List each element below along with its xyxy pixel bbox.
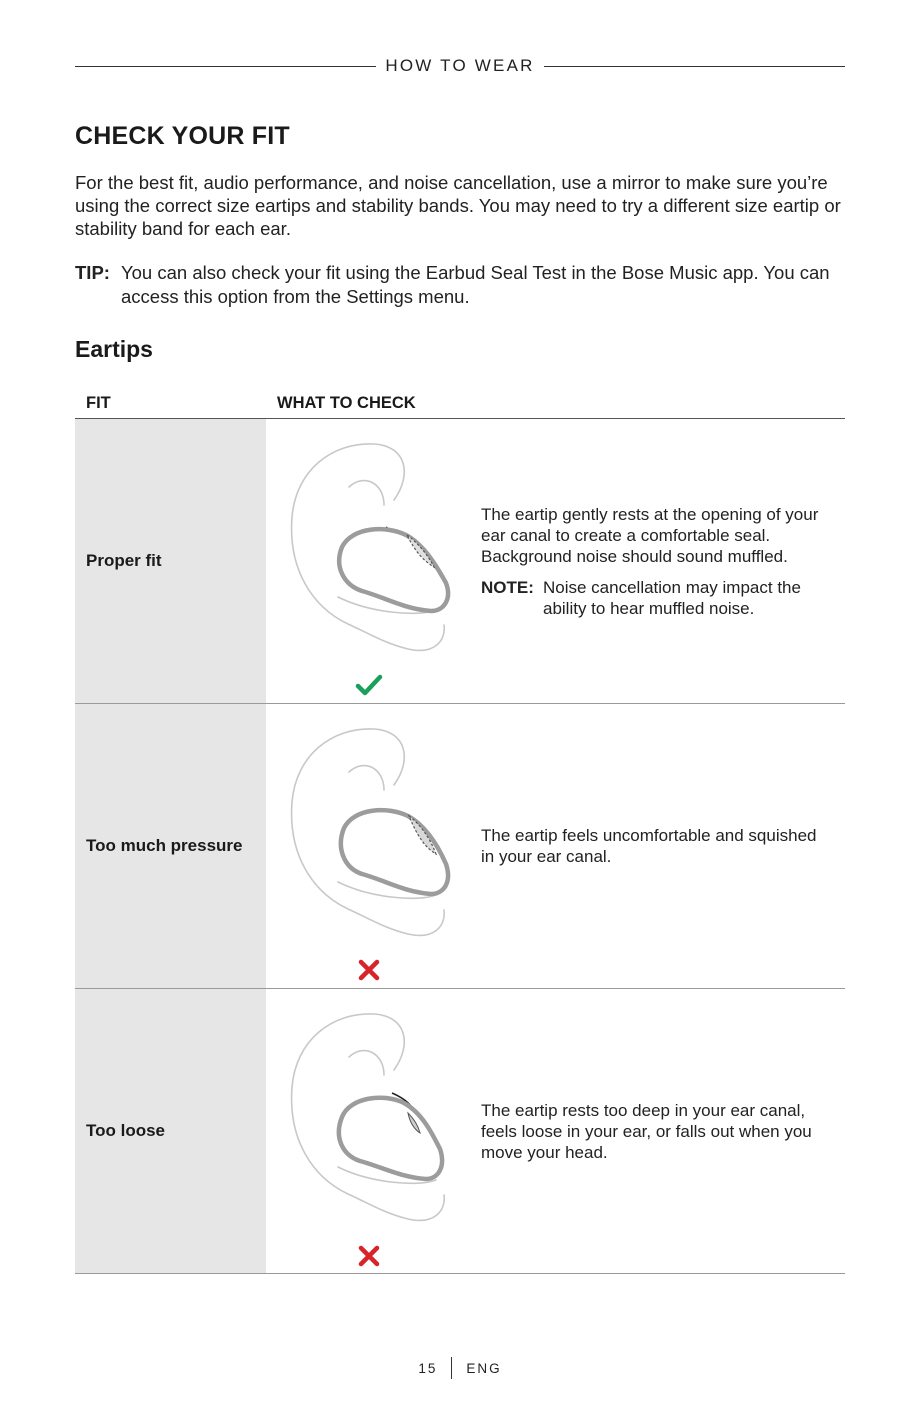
page-title: CHECK YOUR FIT <box>75 122 290 150</box>
description-text: The eartip rests too deep in your ear canal, feels loose in your ear, or falls out when you move your head. <box>481 1100 812 1162</box>
fit-label: Too loose <box>75 989 266 1273</box>
section-header <box>75 55 845 77</box>
section-label: HOW TO WEAR <box>385 56 535 75</box>
cross-icon <box>354 1241 384 1271</box>
note-label: NOTE: <box>481 577 534 597</box>
note-text: Noise cancellation may impact the ability to hear muffled noise. <box>543 577 801 618</box>
table-row <box>75 704 845 989</box>
ear-too-loose-illustration <box>266 989 478 1273</box>
illustration-cell <box>266 704 478 988</box>
ear-proper-fit-illustration <box>266 419 478 703</box>
description-text: The eartip gently rests at the opening of your ear canal to create a comfortable seal. Background noise should sound muffled. <box>481 504 819 566</box>
description-cell <box>478 419 845 703</box>
language-code: ENG <box>466 1360 502 1376</box>
header-what-to-check: WHAT TO CHECK <box>277 393 416 412</box>
header-fit: FIT <box>86 393 111 412</box>
header-rule-left <box>75 66 376 67</box>
table-row <box>75 989 845 1274</box>
fit-label: Too much pressure <box>75 704 266 988</box>
illustration-cell <box>266 419 478 703</box>
fit-label: Proper fit <box>75 419 266 703</box>
footer-separator <box>451 1357 452 1379</box>
page-footer <box>0 1356 920 1380</box>
description-text: The eartip feels uncomfortable and squished in your ear canal. <box>481 826 817 866</box>
note-block <box>481 577 827 619</box>
ear-too-much-pressure-illustration <box>266 704 478 988</box>
cross-icon <box>354 955 384 985</box>
eartips-heading: Eartips <box>75 336 153 362</box>
check-icon <box>354 671 384 701</box>
fit-table <box>75 388 845 1274</box>
description-cell <box>478 704 845 988</box>
table-row <box>75 419 845 704</box>
intro-paragraph: For the best fit, audio performance, and noise cancellation, use a mirror to make sure you’re using the correct size eartips and stability bands. You may need to try a different size eartip or stability band for each ear. <box>75 172 841 239</box>
page-number: 15 <box>418 1360 438 1376</box>
tip-block <box>75 261 850 309</box>
tip-text: You can also check your fit using the Earbud Seal Test in the Bose Music app. You can access this option from the Settings menu. <box>121 262 830 307</box>
description-cell <box>478 989 845 1273</box>
illustration-cell <box>266 989 478 1273</box>
table-header <box>75 388 845 419</box>
tip-label: TIP: <box>75 262 110 283</box>
header-rule-right <box>544 66 845 67</box>
